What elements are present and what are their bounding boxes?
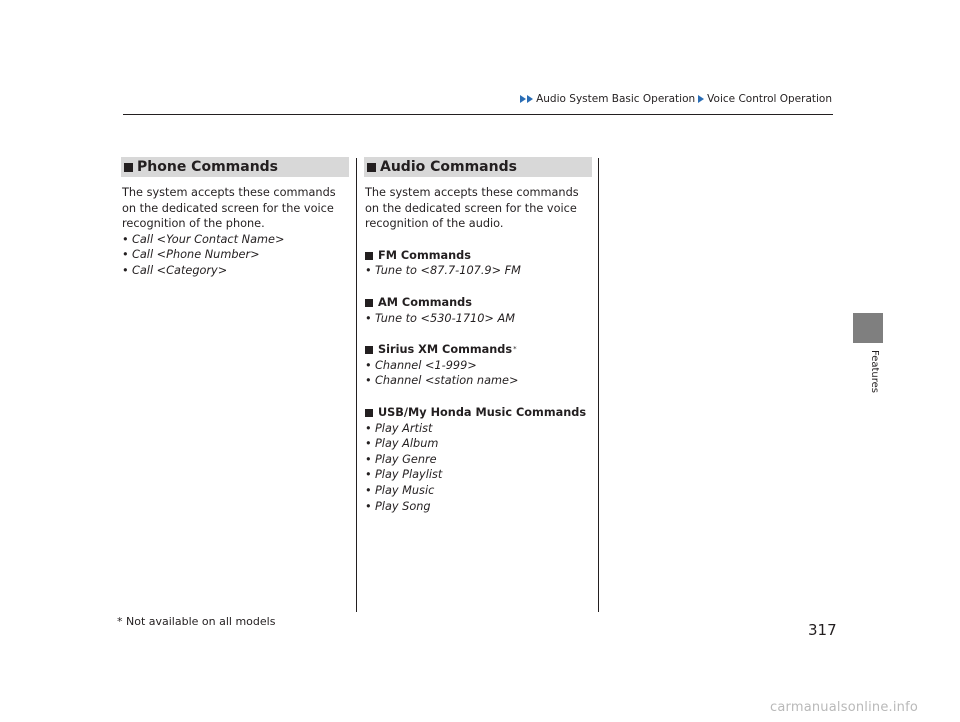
footnote-marker: *: [513, 345, 517, 354]
list-item: • Play Song: [365, 499, 431, 513]
bullet-icon: •: [365, 483, 372, 497]
section-heading: [364, 157, 592, 177]
column-divider: [356, 158, 357, 612]
breadcrumb-arrow-icon: [527, 95, 533, 103]
square-bullet-icon: [365, 299, 373, 307]
fm-commands-heading: FM Commands: [365, 248, 592, 264]
bullet-icon: •: [365, 358, 372, 372]
bullet-icon: •: [122, 232, 129, 246]
header-rule: [123, 114, 833, 115]
am-commands-heading: AM Commands: [365, 295, 592, 311]
bullet-icon: •: [365, 452, 372, 466]
bullet-icon: •: [365, 264, 372, 278]
list-item: • Call <Your Contact Name>: [122, 232, 285, 246]
list-item: • Tune to <87.7-107.9> FM: [365, 264, 521, 278]
bullet-icon: •: [122, 263, 129, 277]
list-item: • Play Artist: [365, 421, 433, 435]
usb-command-list: [364, 421, 592, 515]
fm-command-list: [364, 263, 592, 279]
breadcrumb-page[interactable]: Voice Control Operation: [707, 93, 832, 105]
am-command-list: [364, 311, 592, 327]
audio-commands-section: [364, 157, 592, 514]
chapter-tab[interactable]: [853, 313, 883, 343]
list-item: • Play Album: [365, 437, 439, 451]
phone-commands-title: Phone Commands: [137, 159, 279, 175]
page-number: 317: [808, 621, 837, 639]
square-bullet-icon: [124, 163, 133, 172]
square-bullet-icon: [365, 252, 373, 260]
bullet-icon: •: [365, 421, 372, 435]
list-item: • Play Playlist: [365, 468, 443, 482]
list-item: • Call <Phone Number>: [122, 248, 260, 262]
list-item: • Call <Category>: [122, 263, 228, 277]
footnote: * Not available on all models: [117, 615, 276, 628]
breadcrumb-section[interactable]: Audio System Basic Operation: [536, 93, 696, 105]
bullet-icon: •: [365, 468, 372, 482]
square-bullet-icon: [365, 346, 373, 354]
breadcrumb: [520, 93, 832, 105]
bullet-icon: •: [365, 311, 372, 325]
phone-commands-section: [121, 157, 349, 279]
square-bullet-icon: [365, 409, 373, 417]
breadcrumb-arrow-icon: [698, 95, 704, 103]
phone-intro-text: The system accepts these commands on the dedicated screen for the voice recognition of the phone.: [122, 186, 336, 231]
chapter-tab-label: Features: [869, 350, 880, 393]
bullet-icon: •: [365, 374, 372, 388]
phone-command-list: [121, 232, 349, 279]
bullet-icon: •: [365, 499, 372, 513]
list-item: • Play Genre: [365, 452, 437, 466]
usb-commands-heading: USB/My Honda Music Commands: [365, 405, 592, 421]
sirius-commands-heading: Sirius XM Commands *: [365, 342, 592, 358]
list-item: • Channel <station name>: [365, 374, 519, 388]
audio-commands-title: Audio Commands: [380, 159, 517, 175]
breadcrumb-arrow-icon: [520, 95, 526, 103]
audio-intro-text: The system accepts these commands on the dedicated screen for the voice recognition of the audio.: [365, 186, 579, 231]
bullet-icon: •: [365, 437, 372, 451]
list-item: • Tune to <530-1710> AM: [365, 311, 515, 325]
list-item: • Channel <1-999>: [365, 358, 477, 372]
sirius-command-list: [364, 358, 592, 389]
watermark: carmanualsonline.info: [770, 700, 919, 715]
bullet-icon: •: [122, 248, 129, 262]
column-divider: [598, 158, 599, 612]
square-bullet-icon: [367, 163, 376, 172]
list-item: • Play Music: [365, 483, 435, 497]
section-heading: [121, 157, 349, 177]
